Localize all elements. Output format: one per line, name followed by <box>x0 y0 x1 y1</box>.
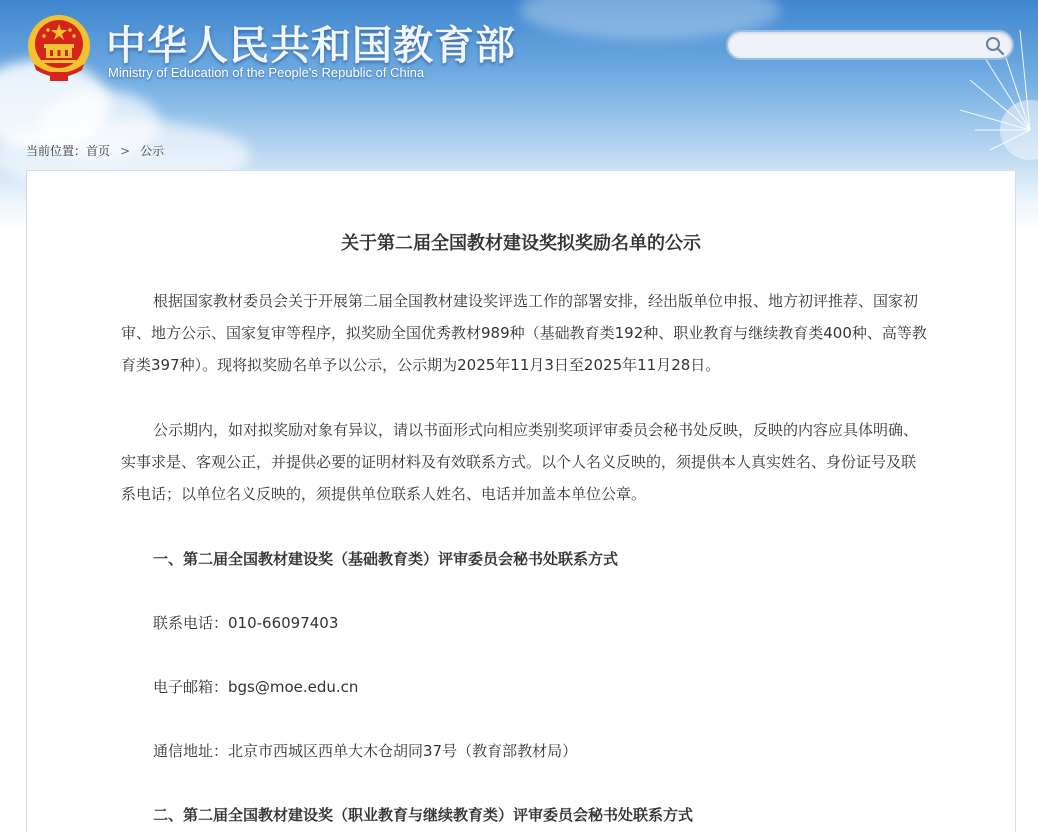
breadcrumb-separator: > <box>120 144 131 158</box>
contact-phone: 联系电话：010-66097403 <box>153 614 339 632</box>
site-title: 中华人民共和国教育部 <box>106 23 516 69</box>
search-input[interactable] <box>738 35 978 55</box>
breadcrumb-current-link[interactable]: 公示 <box>140 144 165 158</box>
contact-email: 电子邮箱：bgs@moe.edu.cn <box>153 678 359 696</box>
article-paragraph: 公示期内，如对拟奖励对象有异议，请以书面形式向相应类别奖项评审委员会秘书处反映，反映的内容应具体明确、实事求是、客观公正，并提供必要的证明材料及有效联系方式。以个人名义反映的，须提供本人真实姓名、身份证号及联系电话；以单位名义反映的，须提供单位联系人姓名、电话并加盖本单位公章。 <box>121 421 919 503</box>
search-box <box>726 30 1014 60</box>
breadcrumb-prefix: 当前位置： <box>26 144 87 158</box>
article-paragraph: 根据国家教材委员会关于开展第二届全国教材建设奖评选工作的部署安排，经出版单位申报、地方初评推荐、国家初审、地方公示、国家复审等程序，拟奖励全国优秀教材989种（基础教育类192种、职业教育与继续教育类400种、高等教育类397种）。现将拟奖励名单予以公示，公示期为2025年11月3日至2025年11月28日。 <box>121 292 927 374</box>
breadcrumb-home-link[interactable]: 首页 <box>86 144 111 158</box>
article-title: 关于第二届全国教材建设奖拟奖励名单的公示 <box>341 233 701 254</box>
section-heading: 二、第二届全国教材建设奖（职业教育与继续教育类）评审委员会秘书处联系方式 <box>153 806 694 824</box>
article-container <box>26 170 1016 832</box>
contact-address: 通信地址：北京市西城区西单大木仓胡同37号（教育部教材局） <box>153 742 578 760</box>
national-emblem-icon <box>26 14 92 82</box>
breadcrumb <box>26 142 164 159</box>
search-icon[interactable] <box>984 35 1006 57</box>
site-subtitle: Ministry of Education of the People's Republic of China <box>108 65 425 80</box>
section-heading: 一、第二届全国教材建设奖（基础教育类）评审委员会秘书处联系方式 <box>153 550 619 568</box>
